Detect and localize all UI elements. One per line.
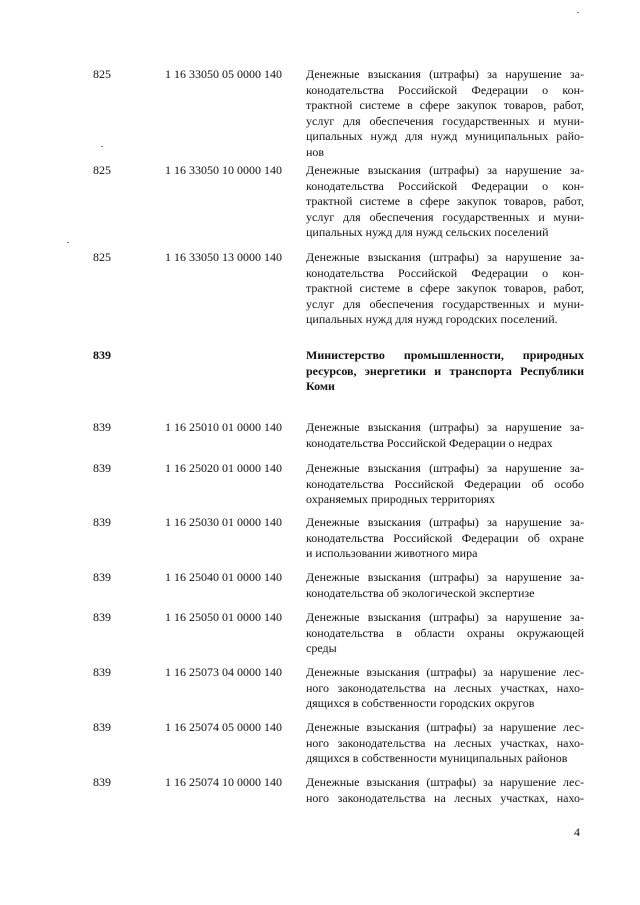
revenue-code: 1 16 25020 01 0000 140 (165, 461, 282, 475)
fee-description (306, 610, 584, 657)
description-line: ципальных нужд для нужд городских поселений. (306, 312, 558, 327)
description-line: Денежные взыскания (штрафы) за нарушение за- (306, 163, 584, 177)
description-line: трактной системе в сфере закупок товаров, работ, (306, 281, 584, 296)
description-line: конодательства Российской Федерации о кон- (306, 82, 584, 97)
description-line: Денежные взыскания (штрафы) за нарушение за- (306, 570, 584, 584)
description-line: услуг для обеспечения государственных и муни- (306, 296, 584, 311)
scan-speck (577, 12, 579, 13)
description-line: среды (306, 641, 337, 656)
description-line: Денежные взыскания (штрафы) за нарушение за- (306, 250, 584, 264)
description-line: Денежные взыскания (штрафы) за нарушение лес- (306, 775, 584, 789)
fee-description (306, 461, 584, 508)
fee-description (306, 163, 584, 241)
description-line: конодательства в области охраны окружающей (306, 625, 584, 640)
description-line: дящихся в собственности муниципальных районов (306, 751, 568, 766)
page-number: 4 (574, 825, 580, 839)
description-line: дящихся в собственности городских округов (306, 696, 535, 711)
description-line: Денежные взыскания (штрафы) за нарушение за- (306, 461, 584, 475)
authority-code: 839 (93, 515, 111, 529)
authority-code: 839 (93, 348, 111, 362)
ministry-heading (306, 348, 584, 395)
description-line: Денежные взыскания (штрафы) за нарушение за- (306, 610, 584, 624)
authority-code: 825 (93, 250, 111, 264)
fee-description (306, 250, 584, 328)
fee-description (306, 720, 584, 767)
scan-speck (67, 242, 69, 243)
authority-code: 839 (93, 461, 111, 475)
description-line: и использовании животного мира (306, 546, 478, 561)
authority-code: 839 (93, 420, 111, 434)
description-line: трактной системе в сфере закупок товаров, работ, (306, 194, 584, 209)
description-line: охраняемых природных территориях (306, 492, 496, 507)
authority-code: 839 (93, 570, 111, 584)
fee-description (306, 775, 584, 806)
authority-code: 839 (93, 665, 111, 679)
description-line: конодательства Российской Федерации об особо (306, 476, 584, 491)
fee-description (306, 570, 584, 601)
description-line: Денежные взыскания (штрафы) за нарушение за- (306, 67, 584, 81)
revenue-code: 1 16 25074 05 0000 140 (165, 720, 282, 734)
fee-description (306, 67, 584, 161)
description-line: ципальных нужд для нужд сельских поселений (306, 225, 549, 240)
scan-speck (101, 146, 103, 147)
description-line: ресурсов, энергетики и транспорта Республики (306, 363, 584, 378)
description-line: услуг для обеспечения государственных и муни- (306, 209, 584, 224)
description-line: трактной системе в сфере закупок товаров, работ, (306, 98, 584, 113)
description-line: Денежные взыскания (штрафы) за нарушение за- (306, 515, 584, 529)
revenue-code: 1 16 33050 13 0000 140 (165, 250, 282, 264)
fee-description (306, 665, 584, 712)
fee-description (306, 515, 584, 562)
description-line: ного законодательства на лесных участках, нахо- (306, 680, 584, 695)
revenue-code: 1 16 25074 10 0000 140 (165, 775, 282, 789)
description-line: нов (306, 144, 325, 159)
description-line: конодательства Российской Федерации о кон- (306, 265, 584, 280)
description-line: конодательства Российской Федерации о недрах (306, 435, 553, 450)
description-line: услуг для обеспечения государственных и муни- (306, 113, 584, 128)
description-line: Денежные взыскания (штрафы) за нарушение за- (306, 420, 584, 434)
description-line: ного законодательства на лесных участках, нахо- (306, 735, 584, 750)
description-line: Коми (306, 379, 335, 394)
revenue-code: 1 16 33050 05 0000 140 (165, 67, 282, 81)
fee-description (306, 420, 584, 451)
description-line: ного законодательства на лесных участках, нахо- (306, 790, 584, 805)
description-line: Министерство промышленности, природных (306, 348, 584, 362)
revenue-code: 1 16 25040 01 0000 140 (165, 570, 282, 584)
authority-code: 825 (93, 163, 111, 177)
revenue-code: 1 16 33050 10 0000 140 (165, 163, 282, 177)
description-line: Денежные взыскания (штрафы) за нарушение лес- (306, 720, 584, 734)
authority-code: 839 (93, 610, 111, 624)
revenue-code: 1 16 25010 01 0000 140 (165, 420, 282, 434)
revenue-code: 1 16 25050 01 0000 140 (165, 610, 282, 624)
description-line: ципальных нужд для нужд муниципальных райо- (306, 129, 584, 144)
authority-code: 839 (93, 775, 111, 789)
authority-code: 825 (93, 67, 111, 81)
revenue-code: 1 16 25030 01 0000 140 (165, 515, 282, 529)
description-line: конодательства об экологической экспертизе (306, 585, 535, 600)
authority-code: 839 (93, 720, 111, 734)
description-line: конодательства Российской Федерации об охране (306, 530, 584, 545)
description-line: Денежные взыскания (штрафы) за нарушение лес- (306, 665, 584, 679)
description-line: конодательства Российской Федерации о кон- (306, 178, 584, 193)
revenue-code: 1 16 25073 04 0000 140 (165, 665, 282, 679)
